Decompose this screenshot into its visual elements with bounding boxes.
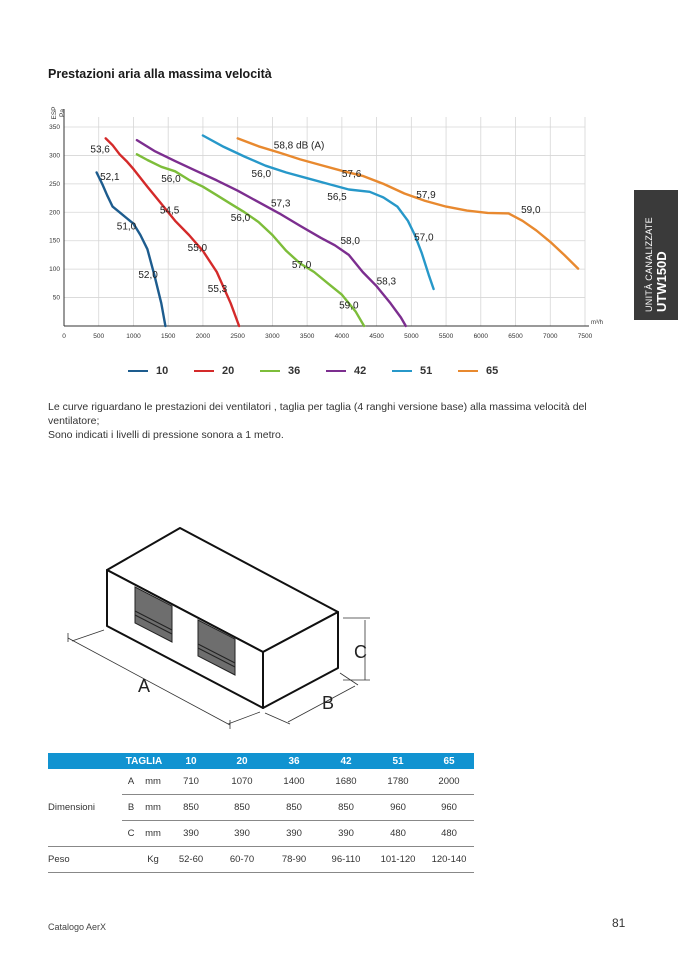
data-label: 57,0 [291, 260, 312, 272]
data-label: 58,3 [376, 276, 397, 288]
data-label: 55,3 [207, 283, 228, 295]
table-cell: 390 [216, 821, 268, 847]
table-cell: 1400 [268, 769, 320, 795]
table-cell: 850 [216, 795, 268, 821]
header-size: 10 [166, 753, 216, 769]
data-label: 56,0 [230, 212, 251, 224]
x-tick-label: 1000 [126, 333, 141, 340]
x-tick-label: 500 [93, 333, 105, 340]
dimensions-table [48, 753, 474, 873]
row-unit: mm [140, 769, 166, 795]
data-label: 57,9 [416, 190, 436, 202]
data-label: 57,6 [341, 169, 362, 181]
data-label: 58,0 [340, 236, 360, 248]
side-tab-subtitle: UNITÀ CANALIZZATE [643, 217, 654, 312]
row-unit: mm [140, 821, 166, 847]
header-taglia: TAGLIA [122, 753, 166, 769]
table-cell: 710 [166, 769, 216, 795]
table-cell: 1680 [320, 769, 372, 795]
data-label: 53,6 [90, 144, 110, 156]
header-size: 36 [268, 753, 320, 769]
y-axis-label: ESP [51, 106, 58, 120]
legend-item-51 [392, 363, 432, 379]
y-tick-label: 350 [49, 124, 60, 131]
data-label: 52,1 [100, 171, 120, 183]
legend-label-20: 20 [222, 365, 235, 377]
chart-annotation: 58,8 dB (A) [273, 140, 325, 152]
group-dimensioni: Dimensioni [48, 802, 95, 813]
data-label: 57,0 [414, 232, 434, 244]
y-tick-label: 150 [49, 237, 60, 245]
data-label: 57,3 [271, 198, 291, 210]
row-unit: Kg [140, 847, 166, 873]
y-tick-label: 100 [49, 266, 60, 274]
row-code: A [122, 769, 140, 795]
table-row [48, 795, 474, 821]
table-cell: 390 [166, 821, 216, 847]
legend-item-36 [260, 363, 300, 379]
data-label: 54,5 [159, 205, 180, 217]
table-cell: 390 [268, 821, 320, 847]
x-tick-label: 4000 [334, 333, 350, 340]
row-code: B [122, 795, 140, 821]
table-cell: 101-120 [372, 847, 424, 873]
unit-dimension-diagram [60, 520, 400, 735]
row-code: C [122, 821, 140, 847]
row-code [122, 847, 140, 873]
x-tick-label: 7000 [543, 333, 558, 340]
side-tab-model: UTW150D [653, 251, 669, 312]
y-axis-unit: Pa [59, 109, 66, 117]
dimension-label-b: B [322, 693, 335, 713]
table-cell: 960 [424, 795, 474, 821]
data-label: 51,0 [116, 221, 137, 233]
page-number: 81 [612, 916, 626, 930]
y-tick-label: 200 [49, 209, 60, 217]
data-label: 55,0 [187, 242, 208, 254]
legend-item-65 [458, 363, 498, 379]
x-tick-label: 2000 [195, 333, 211, 340]
chart-description [48, 400, 628, 442]
x-tick-label: 4500 [369, 333, 384, 340]
data-label: 59,0 [521, 204, 541, 216]
table-row [48, 821, 474, 847]
performance-chart [30, 95, 610, 345]
legend-label-51: 51 [420, 365, 433, 377]
legend-label-65: 65 [486, 365, 499, 377]
table-cell: 390 [320, 821, 372, 847]
data-label: 56,0 [161, 174, 181, 186]
legend-item-10 [128, 363, 168, 379]
data-label: 56,5 [327, 191, 347, 203]
data-label: 56,0 [251, 169, 272, 181]
description-line-1: Le curve riguardano le prestazioni dei ventilatori , taglia per taglia (4 ranghi versione base) alla massima velocità del ventilatore; [48, 401, 587, 427]
table-cell: 78-90 [268, 847, 320, 873]
table-cell: 2000 [424, 769, 474, 795]
header-size: 65 [424, 753, 474, 769]
table-cell: 480 [372, 821, 424, 847]
table-cell: 1780 [372, 769, 424, 795]
page-title: Prestazioni aria alla massima velocità [48, 67, 272, 81]
y-tick-label: 300 [49, 152, 60, 160]
table-cell: 1070 [216, 769, 268, 795]
x-tick-label: 1500 [160, 333, 176, 340]
catalog-footer: Catalogo AerX [48, 922, 107, 932]
table-cell: 52-60 [166, 847, 216, 873]
header-size: 42 [320, 753, 372, 769]
y-tick-label: 250 [49, 180, 60, 188]
legend-label-42: 42 [354, 365, 367, 377]
table-cell: 960 [372, 795, 424, 821]
dimension-label-a: A [138, 676, 151, 696]
x-tick-label: 7500 [577, 333, 593, 340]
table-cell: 850 [320, 795, 372, 821]
chart-legend [128, 363, 508, 379]
table-cell: 60-70 [216, 847, 268, 873]
row-unit: mm [140, 795, 166, 821]
table-cell: 96-110 [320, 847, 372, 873]
legend-item-42 [326, 363, 366, 379]
side-tab [634, 190, 678, 320]
chart-grid [64, 117, 585, 326]
table-cell: 850 [268, 795, 320, 821]
table-cell: 120-140 [424, 847, 474, 873]
dimension-label-c: C [354, 642, 367, 662]
x-tick-label: 6000 [473, 333, 489, 340]
description-line-2: Sono indicati i livelli di pressione sonora a 1 metro. [48, 429, 284, 441]
data-label: 59,0 [339, 300, 359, 312]
table-row [48, 769, 474, 795]
table-cell: 480 [424, 821, 474, 847]
x-tick-label: 3500 [299, 333, 315, 340]
x-tick-label: 6500 [508, 333, 523, 340]
table-header-row [48, 753, 474, 769]
x-tick-label: 3000 [265, 333, 280, 340]
x-tick-label: 5000 [404, 333, 419, 340]
legend-label-36: 36 [288, 365, 301, 377]
data-label: 52,0 [138, 270, 158, 282]
group-peso: Peso [48, 847, 122, 873]
header-size: 20 [216, 753, 268, 769]
legend-label-10: 10 [156, 365, 169, 377]
x-tick-label: 0 [62, 333, 66, 340]
x-tick-label: 2500 [230, 333, 245, 340]
header-size: 51 [372, 753, 424, 769]
table-cell: 850 [166, 795, 216, 821]
x-tick-label: 5500 [438, 333, 454, 340]
x-axis-label: m³/h [591, 320, 603, 326]
legend-item-20 [194, 363, 234, 379]
y-tick-label: 50 [52, 294, 60, 302]
table-row [48, 847, 474, 873]
